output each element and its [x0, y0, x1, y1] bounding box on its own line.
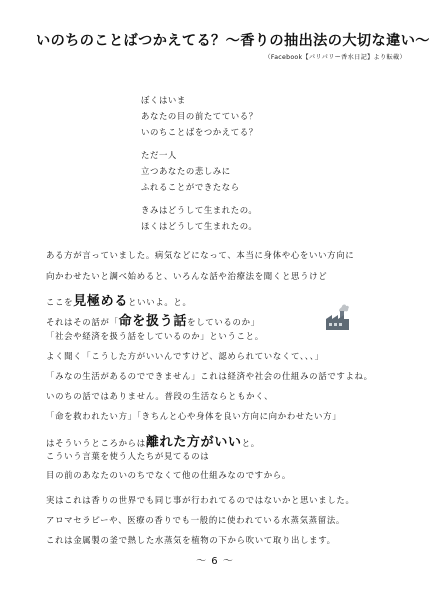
body-line: いのちの話ではありません。普段の生活ならともかく、: [46, 391, 274, 401]
source-note: （Facebook【パリパリー香水日記】より転載）: [264, 54, 406, 61]
page-title: いのちのことばつかえてる？〜香りの抽出法の大切な違い〜: [36, 33, 430, 49]
body-line-emphasis: [46, 431, 260, 450]
body-line: 目の前のあなたのいのちでなくて他の仕組みなのですから。: [46, 470, 291, 480]
emphasis-text: 命を扱う話: [118, 314, 188, 329]
poem-line: ほくはどうして生まれたの。: [141, 221, 258, 231]
body-text: ここを: [46, 297, 74, 307]
poem-line: いのちことばをつかえてる？: [141, 127, 258, 137]
body-text: それはその話が「: [46, 317, 119, 327]
poem-line: ただ一人: [141, 150, 177, 160]
body-line: 向かわせたいと調べ始めると、いろんな話や治療法を聞くと思うけど: [46, 271, 328, 281]
factory-icon: [322, 302, 352, 332]
body-text: をしているのか」: [187, 317, 260, 327]
body-text: と。: [241, 438, 260, 448]
poem-line: ふれることができたなら: [141, 182, 240, 192]
body-line: これは金属製の釜で熱した水蒸気を植物の下から吹いて取り出します。: [46, 535, 336, 545]
body-line-emphasis: [46, 310, 260, 329]
body-line: 「みなの生活があるのでできません」これは経済や社会の仕組みの話ですよね。: [46, 371, 373, 381]
emphasis-text: 離れた方がいい: [145, 435, 242, 450]
poem-line: ぼくはいま: [141, 95, 186, 105]
body-line: こういう言葉を使う人たちが見てるのは: [46, 451, 210, 461]
body-line: ある方が言っていました。病気などになって、本当に身体や心をいい方向に: [46, 250, 355, 260]
body-text: といいよ。と。: [128, 297, 192, 307]
poem-line: きみはどうして生まれたの。: [141, 205, 258, 215]
poem-line: あなたの目の前たてている？: [141, 111, 258, 121]
body-line: アロマセラピーや、医療の香りでも一般的に使われている水蒸気蒸留法。: [46, 515, 345, 525]
page-number: 〜 6 〜: [196, 556, 234, 567]
body-line-emphasis: [46, 290, 192, 309]
body-line: 「命を救われたい方」「きちんと心や身体を良い方向に向かわせたい方」: [46, 411, 342, 421]
body-line: 「社会や経済を扱う話をしているのか」ということ。: [46, 331, 264, 341]
body-line: よく聞く「こうした方がいいんですけど、認められていなくて、、、」: [46, 351, 324, 361]
emphasis-text: 見極める: [73, 294, 129, 309]
body-text: はそういうところからは: [46, 438, 146, 448]
body-line: 実はこれは香りの世界でも同じ事が行われてるのではないかと思いました。: [46, 495, 355, 505]
poem-line: 立つあなたの悲しみに: [141, 166, 231, 176]
